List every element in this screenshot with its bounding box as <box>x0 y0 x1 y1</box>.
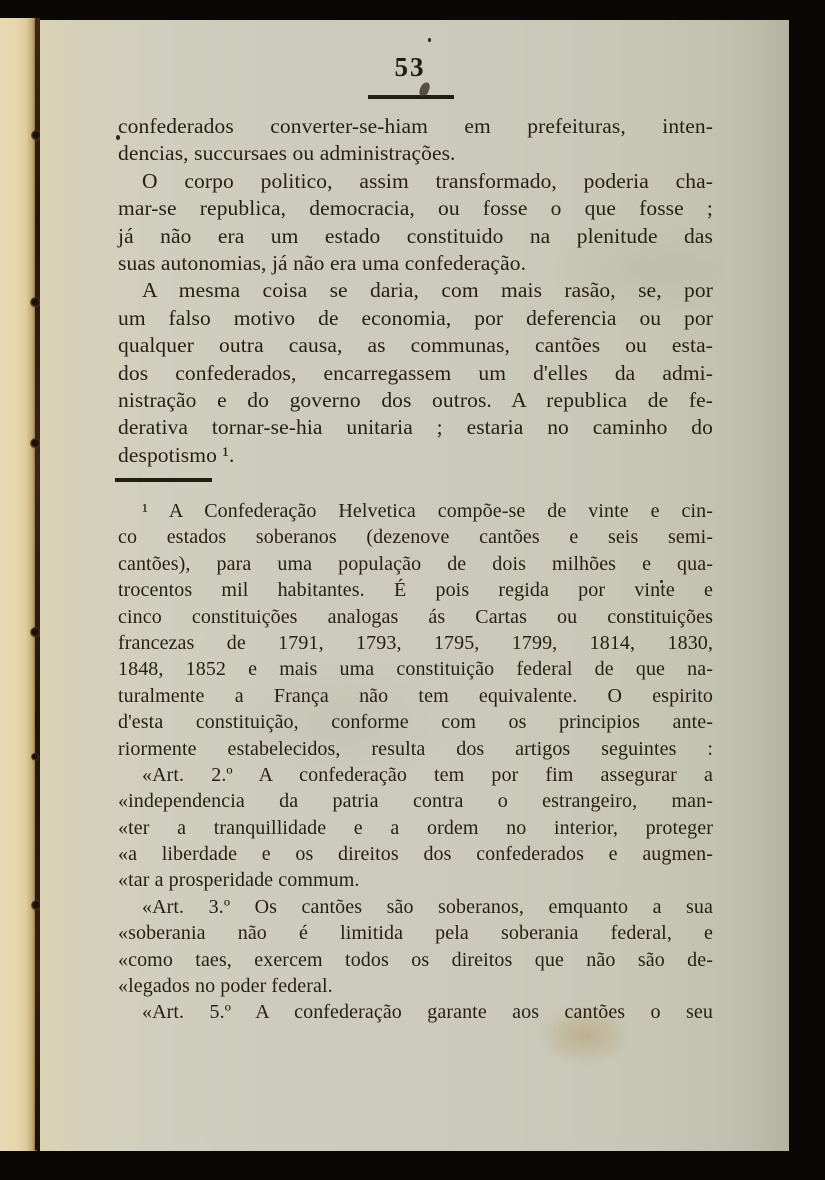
footnote-line: turalmente a França não tem equivalente. O espirito <box>118 684 713 707</box>
footnote-separator <box>115 478 212 482</box>
ink-speck <box>428 38 431 42</box>
body-line: um falso motivo de economia, por deferencia ou por <box>118 305 713 330</box>
footnote-line: ¹ A Confederação Helvetica compõe-se de vinte e cin- <box>142 500 713 522</box>
footnote-line: «como taes, exercem todos os direitos que não são de- <box>118 948 713 971</box>
page-number-rule <box>368 95 454 99</box>
footnote-line: co estados soberanos (dezenove cantões e seis semi- <box>118 526 713 549</box>
body-line: suas autonomias, já não era uma confederação. <box>118 250 527 275</box>
body-line: dos confederados, encarregassem um d'elles da admi- <box>118 360 713 385</box>
footnote-line: «soberania não é limitida pela soberania federal, e <box>118 922 713 945</box>
binding-stitch <box>31 753 39 761</box>
body-line: já não era um estado constituido na plenitude das <box>118 223 713 248</box>
body-line: A mesma coisa se daria, com mais rasão, se, por <box>142 278 713 303</box>
footnote-line: francezas de 1791, 1793, 1795, 1799, 1814, 1830, <box>118 631 713 654</box>
footnote-line: riormente estabelecidos, resulta dos artigos seguintes : <box>118 737 713 760</box>
body-line: despotismo ¹. <box>118 442 235 467</box>
footnote-line: «a liberdade e os direitos dos confederados e augmen- <box>118 843 713 866</box>
footnote-line: trocentos mil habitantes. É pois regida por vinte e <box>118 579 713 602</box>
footnote-line: d'esta constituição, conforme com os principios ante- <box>118 711 713 734</box>
footnote-line: «independencia da patria contra o estrangeiro, man- <box>118 790 713 813</box>
body-line: dencias, succursaes ou administrações. <box>118 141 456 166</box>
footnote-line: «Art. 2.º A confederação tem por fim assegurar a <box>142 763 713 786</box>
page-stack-edge <box>0 18 37 1151</box>
footnote-line: cinco constituições analogas ás Cartas ou constituições <box>118 605 713 628</box>
body-line: nistração e do governo dos outros. A republica de fe- <box>118 387 713 412</box>
footnote-line: cantões), para uma população de dois milhões e qua- <box>118 552 713 575</box>
footnote-line: «tar a prosperidade commum. <box>118 869 360 892</box>
body-line: O corpo politico, assim transformado, poderia cha- <box>142 168 713 193</box>
book-page <box>40 20 789 1151</box>
body-line: mar-se republica, democracia, ou fosse o que fosse ; <box>118 196 713 221</box>
body-line: qualquer outra causa, as communas, cantões ou esta- <box>118 333 713 358</box>
footnote-block <box>118 498 713 1026</box>
footnote-line: «ter a tranquillidade e a ordem no interior, proteger <box>118 816 713 839</box>
footnote-line: «legados no poder federal. <box>118 975 333 998</box>
main-text-block <box>118 113 713 469</box>
page-number: 53 <box>394 52 426 82</box>
body-line: derativa tornar-se-hia unitaria ; estaria no caminho do <box>118 415 713 440</box>
body-line: confederados converter-se-hiam em prefeituras, inten- <box>118 114 713 138</box>
footnote-line: «Art. 3.º Os cantões são soberanos, emquanto a sua <box>142 895 713 918</box>
footnote-line: «Art. 5.º A confederação garante aos cantões o seu <box>142 1001 713 1024</box>
footnote-line: 1848, 1852 e mais uma constituição federal de que na- <box>118 658 713 681</box>
